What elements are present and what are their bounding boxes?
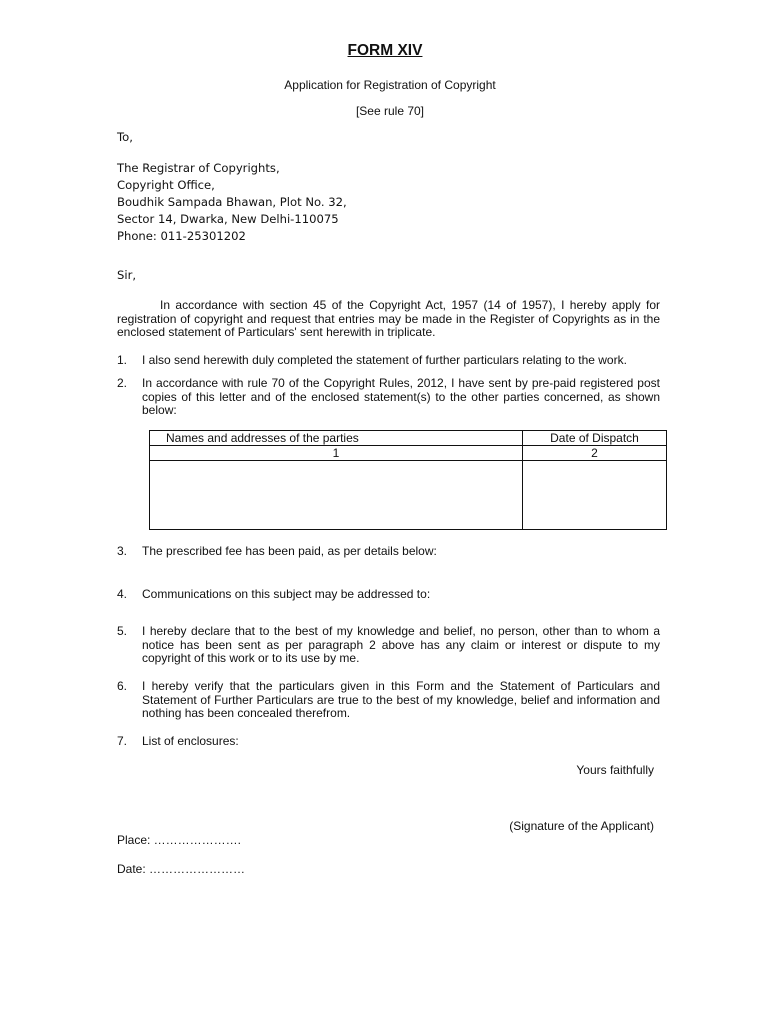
item-number: 1. <box>117 353 128 367</box>
addressee-to: To, <box>117 130 133 144</box>
item-number: 5. <box>117 624 128 638</box>
signature-label: (Signature of the Applicant) <box>509 819 654 833</box>
addressee-line: Phone: 011-25301202 <box>117 229 246 243</box>
dispatch-col-header: Date of Dispatch <box>523 431 667 446</box>
place-field[interactable]: Place: …………………. <box>117 833 242 847</box>
item-text: I hereby declare that to the best of my knowledge and belief, no person, other than to whom a notice has been sent as per paragraph 2 above has any claim or interest or dispute to my copyright of this work or to its use by me. <box>142 624 660 665</box>
parties-col-number: 1 <box>150 446 523 461</box>
item-text: Communications on this subject may be addressed to: <box>142 587 431 601</box>
addressee-line: Copyright Office, <box>117 178 215 192</box>
parties-entry-cell[interactable] <box>150 461 523 530</box>
list-item <box>117 680 660 721</box>
intro-paragraph <box>117 299 660 340</box>
addressee-block <box>117 160 347 245</box>
list-item <box>117 354 660 368</box>
item-text: I hereby verify that the particulars given in this Form and the Statement of Particulars and Statement of Further Particulars are true to the best of my knowledge, belief and information and nothing has been concealed therefrom. <box>142 679 660 720</box>
item-number: 7. <box>117 734 128 748</box>
form-title: FORM XIV <box>347 42 423 59</box>
list-item <box>117 625 660 666</box>
item-text: The prescribed fee has been paid, as per details below: <box>142 544 437 558</box>
item-text: In accordance with rule 70 of the Copyright Rules, 2012, I have sent by pre-paid registered post copies of this letter and of the enclosed statement(s) to the other parties concerned, as shown below: <box>142 376 660 417</box>
date-field[interactable]: Date: …………………… <box>117 862 246 876</box>
list-item <box>117 377 660 418</box>
form-subtitle: Application for Registration of Copyright <box>284 78 496 92</box>
addressee-line: Boudhik Sampada Bhawan, Plot No. 32, <box>117 195 347 209</box>
addressee-line: The Registrar of Copyrights, <box>117 161 280 175</box>
closing-yours: Yours faithfully <box>576 763 654 777</box>
item-text: I also send herewith duly completed the statement of further particulars relating to the work. <box>142 353 627 367</box>
item-text: List of enclosures: <box>142 734 239 748</box>
addressee-line: Sector 14, Dwarka, New Delhi-110075 <box>117 212 339 226</box>
rule-reference: [See rule 70] <box>355 104 425 118</box>
item-number: 6. <box>117 679 128 693</box>
dispatch-entry-cell[interactable] <box>523 461 667 530</box>
list-item <box>117 735 660 749</box>
intro-text: In accordance with section 45 of the Copyright Act, 1957 (14 of 1957), I hereby apply for registration of copyright and request that entries may be made in the Register of Copyrights as in the enclosed statement of Particulars' sent herewith in triplicate. <box>117 298 660 339</box>
item-number: 3. <box>117 544 128 558</box>
dispatch-col-number: 2 <box>523 446 667 461</box>
parties-col-header: Names and addresses of the parties <box>150 431 523 446</box>
list-item <box>117 545 660 559</box>
list-item <box>117 588 660 602</box>
parties-table <box>149 430 667 530</box>
item-number: 2. <box>117 376 128 390</box>
item-number: 4. <box>117 587 128 601</box>
salutation: Sir, <box>117 268 137 282</box>
